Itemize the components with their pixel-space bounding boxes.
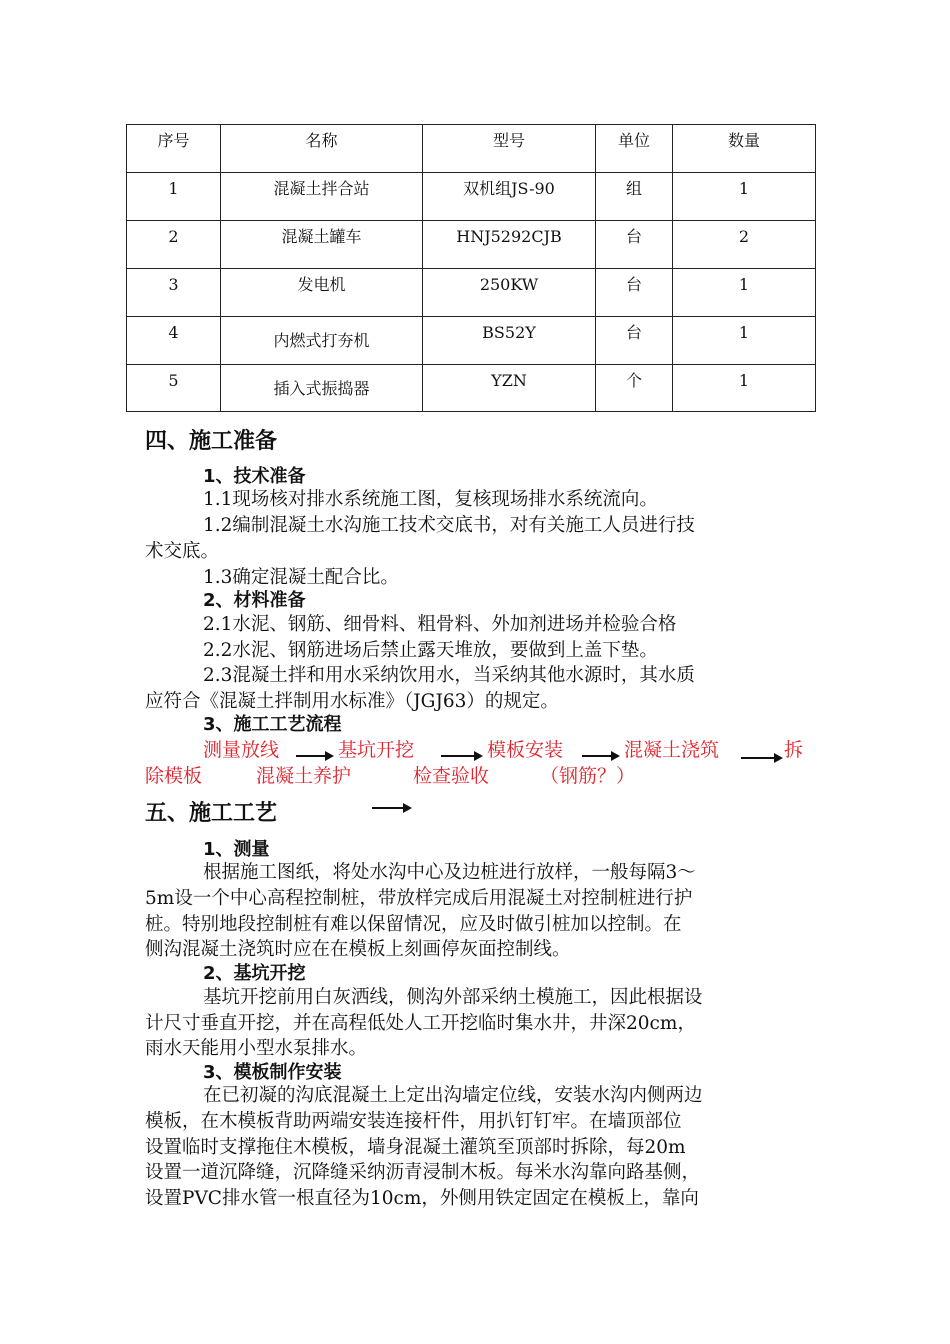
section4-heading: 四、施工准备 <box>145 429 278 454</box>
table-row <box>127 269 816 317</box>
flow-arrow <box>296 755 332 757</box>
table-cell: 插入式振捣器 <box>221 365 423 412</box>
table-row <box>127 221 816 269</box>
flow-step: 除模板 <box>145 765 203 787</box>
flow-step: 检查验收 <box>413 765 490 787</box>
paragraph-line: 桩。特别地段控制桩有难以保留情况，应及时做引桩加以控制。在 <box>145 914 682 935</box>
header-cell: 序号 <box>127 125 221 173</box>
flow-arrow <box>741 757 781 759</box>
table-cell: 2 <box>127 221 221 269</box>
subsection-heading: 1、技术准备 <box>203 466 306 487</box>
table-cell: 2 <box>673 221 816 269</box>
subsection-heading: 1、测量 <box>203 839 270 860</box>
paragraph-line: 侧沟混凝土浇筑时应在在模板上刻画停灰面控制线。 <box>145 939 571 960</box>
flow-arrow <box>582 755 618 757</box>
equipment-table <box>126 124 816 412</box>
flow-step: 测量放线 <box>203 739 280 761</box>
table-cell: 台 <box>596 317 673 365</box>
paragraph-line: 2.2水泥、钢筋进场后禁止露天堆放，要做到上盖下垫。 <box>203 640 658 661</box>
paragraph-line: 设置一道沉降缝，沉降缝采纳沥青浸制木板。每米水沟靠向路基侧， <box>145 1162 701 1183</box>
table-cell: 混凝土罐车 <box>221 221 423 269</box>
paragraph-line: 在已初凝的沟底混凝土上定出沟墙定位线，安装水沟内侧两边 <box>203 1085 703 1106</box>
table-cell: 1 <box>127 173 221 221</box>
subsection-heading: 2、材料准备 <box>203 590 306 611</box>
table-cell: 4 <box>127 317 221 365</box>
table-cell: 发电机 <box>221 269 423 317</box>
table-cell: 5 <box>127 365 221 412</box>
paragraph-line: 模板，在木模板背助两端安装连接杆件，用扒钉钉牢。在墙顶部位 <box>145 1111 682 1132</box>
paragraph-line: 应符合《混凝土拌制用水标准》（JGJ63）的规定。 <box>145 691 559 712</box>
paragraph-line: 设置PVC排水管一根直径为10cm，外侧用铁定固定在模板上，靠向 <box>145 1188 699 1209</box>
table-cell: 1 <box>673 269 816 317</box>
table-cell: 台 <box>596 269 673 317</box>
table-cell: 内燃式打夯机 <box>221 317 423 365</box>
subsection-heading: 3、模板制作安装 <box>203 1062 342 1083</box>
table-cell: 1 <box>673 365 816 412</box>
flow-arrow <box>441 755 481 757</box>
paragraph-line: 基坑开挖前用白灰洒线，侧沟外部采纳土模施工，因此根据设 <box>203 987 703 1008</box>
table-header-row <box>127 125 816 173</box>
paragraph-line: 2.3混凝土拌和用水采纳饮用水，当采纳其他水源时，其水质 <box>203 665 695 686</box>
table-cell: 双机组JS-90 <box>423 173 596 221</box>
paragraph-line: 1.2编制混凝土水沟施工技术交底书，对有关施工人员进行技 <box>203 515 695 536</box>
paragraph-line: 2.1水泥、钢筋、细骨料、粗骨料、外加剂进场并检验合格 <box>203 614 677 635</box>
table-cell: 台 <box>596 221 673 269</box>
paragraph-line: 5m设一个中心高程控制桩，带放样完成后用混凝土对控制桩进行护 <box>145 888 693 909</box>
flow-step: 混凝土养护 <box>256 765 352 787</box>
table-cell: 3 <box>127 269 221 317</box>
table-row <box>127 317 816 365</box>
header-cell: 单位 <box>596 125 673 173</box>
paragraph-line: 1.1现场核对排水系统施工图，复核现场排水系统流向。 <box>203 489 658 510</box>
paragraph-line: 根据施工图纸，将处水沟中心及边桩进行放样，一般每隔3～ <box>203 862 696 883</box>
flow-step: 混凝土浇筑 <box>624 739 720 761</box>
flow-step: 基坑开挖 <box>338 739 415 761</box>
table-cell: YZN <box>423 365 596 412</box>
subsection-heading: 3、施工工艺流程 <box>203 714 342 735</box>
header-cell: 名称 <box>221 125 423 173</box>
table-row <box>127 365 816 412</box>
table-cell: 组 <box>596 173 673 221</box>
flow-step: （钢筋？） <box>540 765 636 787</box>
table-cell: BS52Y <box>423 317 596 365</box>
flow-arrow <box>372 807 410 809</box>
paragraph-line: 术交底。 <box>145 541 220 562</box>
table-row <box>127 173 816 221</box>
paragraph-line: 设置临时支撑拖住木模板，墙身混凝土灌筑至顶部时拆除，每20m <box>145 1137 686 1158</box>
flow-step: 拆 <box>784 739 804 761</box>
table-cell: HNJ5292CJB <box>423 221 596 269</box>
subsection-heading: 2、基坑开挖 <box>203 963 306 984</box>
paragraph-line: 计尺寸垂直开挖，并在高程低处人工开挖临时集水井，井深20cm， <box>145 1013 696 1034</box>
section5-heading: 五、施工工艺 <box>145 801 278 826</box>
table-cell: 1 <box>673 317 816 365</box>
paragraph-line: 1.3确定混凝土配合比。 <box>203 567 399 588</box>
header-cell: 型号 <box>423 125 596 173</box>
paragraph-line: 雨水天能用小型水泵排水。 <box>145 1038 368 1059</box>
table-cell: 个 <box>596 365 673 412</box>
table-cell: 250KW <box>423 269 596 317</box>
flow-step: 模板安装 <box>487 739 564 761</box>
table-cell: 混凝土拌合站 <box>221 173 423 221</box>
header-cell: 数量 <box>673 125 816 173</box>
table-cell: 1 <box>673 173 816 221</box>
